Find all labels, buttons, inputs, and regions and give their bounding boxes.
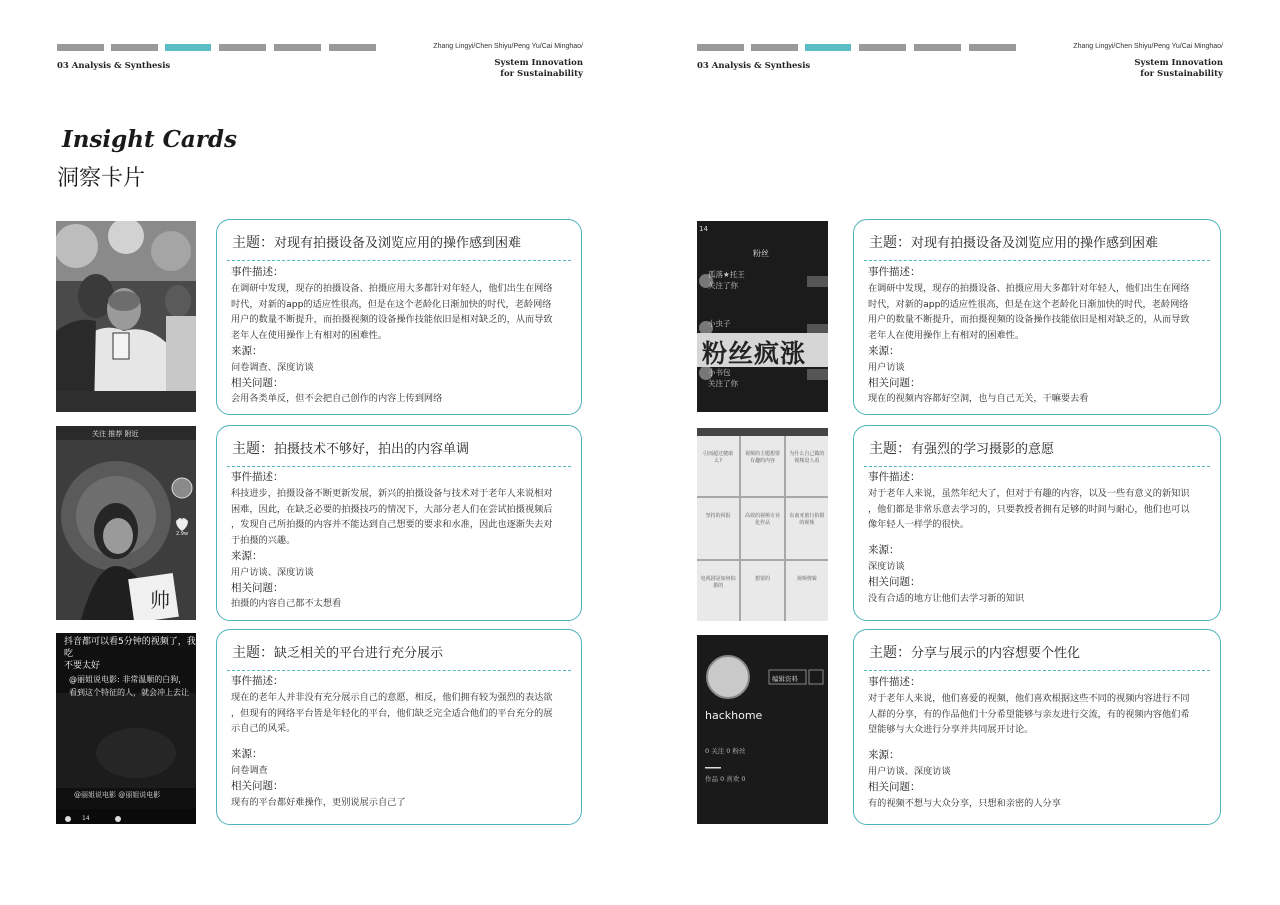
card-topic [232,642,443,662]
card-divider [227,466,571,467]
grid-cell: 东南亚旅行拍摄的视频 [786,498,828,558]
progress-segment [751,44,798,51]
grid-cell: 视频的主题想要有趣的内容 [741,436,783,496]
related-text: 有的视频不想与大众分享，只想和亲密的人分享 [868,797,1061,809]
source-text: 用户访谈、深度访谈 [868,765,951,777]
tiktok-like-count: 2.9w [176,531,189,537]
description-line: 对于老年人来说，他们喜爱的视频，他们喜欢根据这些不同的视频内容进行不同 [868,692,1190,704]
card-divider [864,260,1210,261]
progress-segment [859,44,906,51]
tiktok-sign-text: 帅 [150,588,170,612]
fans-user-3: 小书包 [708,368,731,377]
film-caption-line-3: 看到这个特征的人，就会冲上去让 [69,688,189,697]
description-line: 现在的老年人并非没有充分展示自己的意愿，相反，他们拥有较为强烈的表达欲 [231,691,553,703]
grid-cell: 电视剧是如何拍摄的 [697,561,739,621]
topic-text: 有强烈的学习摄影的意愿 [911,442,1055,457]
description-line: 时代，对新的app的适应性很高，但是在这个老龄化日渐加快的时代，老龄网络 [231,298,552,310]
card-topic [869,642,1080,662]
page-title-en: Insight Cards [62,126,237,153]
progress-segment [274,44,321,51]
topic-label: 主题： [869,441,911,457]
topic-label: 主题： [232,441,274,457]
grid-cell: 为什么自己做的视频没人看 [786,436,828,496]
course-line-1: System Innovation [494,58,583,68]
progress-segment [57,44,104,51]
description-line: 用户的数量不断提升，而拍摄视频的设备操作技能依旧是相对缺乏的，从而导致 [231,314,553,326]
topic-text: 对现有拍摄设备及浏览应用的操作感到困难 [274,236,522,251]
source-label: 来源： [231,549,263,562]
film-like-count: 14 [82,815,90,822]
topic-text: 缺乏相关的平台进行充分展示 [274,646,444,661]
profile-stats: 0 关注 0 粉丝 [705,747,746,755]
card-topic [869,232,1158,252]
insight-card [853,629,1221,825]
description-line: 科技进步，拍摄设备不断更新发展，新兴的拍摄设备与技术对于老年人来说相对 [231,487,553,499]
progress-segment [219,44,266,51]
card-body [868,470,1210,606]
fans-surge-caption: 粉丝疯涨 [702,339,807,368]
insight-card [216,425,582,621]
description-line: 像年轻人一样学的很快。 [868,519,970,531]
description-line: 困难，因此，在缺乏必要的拍摄技巧的情况下，大部分老人们在尝试拍摄视频后 [231,503,553,515]
related-text: 没有合适的地方让他们去学习新的知识 [868,592,1025,604]
photo-elderly-phone-image [56,221,196,412]
photo-elderly-phone [56,221,196,412]
topic-label: 主题： [232,235,274,251]
page-title-zh: 洞察卡片 [57,166,146,191]
topic-text: 拍摄技术不够好，拍出的内容单调 [274,442,470,457]
photo-profile-screen [697,635,828,824]
film-footer: @丽姐说电影 @丽姐说电影 [74,791,161,799]
card-divider [864,670,1210,671]
tiktok-tabs: 关注 推荐 附近 [92,430,139,438]
related-label: 相关问题： [868,780,921,793]
description-line: 望能够与大众进行分享并共同展开讨论。 [868,724,1034,736]
related-label: 相关问题： [868,376,921,389]
card-body [868,265,1210,407]
topic-text: 分享与展示的内容想要个性化 [911,646,1081,661]
progress-segment-active [165,44,211,51]
photo-tiktok-screen-image [56,426,196,620]
topic-label: 主题： [232,645,274,661]
source-text: 用户访谈、深度访谈 [231,566,314,578]
course-title [1134,58,1223,80]
description-label: 事件描述： [231,675,284,687]
photo-profile-screen-image [697,635,828,824]
authors: Zhang Lingyi/Chen Shiyu/Peng Yu/Cai Minghao/ [1073,43,1223,50]
source-label: 来源： [868,749,900,762]
source-text: 问卷调查、深度访谈 [231,361,314,373]
card-divider [227,670,571,671]
profile-edit-button: 编辑资料 [772,675,798,683]
source-text: 用户访谈 [868,361,905,373]
description-line: 对于老年人来说，虽然年纪大了，但对于有趣的内容，以及一些有意义的新知识 [868,487,1190,499]
fans-status-time: 14 [699,225,708,233]
source-text: 深度访谈 [868,560,905,572]
insight-card [216,629,582,825]
fans-follow-text: 关注了你 [708,379,738,388]
course-title [494,58,583,80]
description-label: 事件描述： [868,471,921,483]
grid-cell: 引而超过健康么? [697,436,739,496]
profile-tabs: 作品 0 喜欢 0 [705,775,746,783]
related-label: 相关问题： [231,376,284,389]
fans-follow-text: 关注了你 [708,281,738,290]
card-body [231,470,571,612]
insight-card [853,219,1221,415]
film-caption-line-1: 抖音都可以看5分钟的视频了，我吃 [64,637,196,659]
description-label: 事件描述： [231,471,284,483]
course-line-2: for Sustainability [1140,69,1223,79]
topic-label: 主题： [869,235,911,251]
source-label: 来源： [868,544,900,557]
description-line: 人群的分享，有的作品他们十分希望能够与亲友进行交流，有的视频内容他们希 [868,708,1190,720]
card-body [868,675,1210,811]
description-line: ，他们都是非常乐意去学习的，只要教授者拥有足够的时间与耐心，他们也可以 [868,503,1190,515]
description-line: 时代，对新的app的适应性很高，但是在这个老龄化日渐加快的时代，老龄网络 [868,298,1189,310]
progress-segment [697,44,744,51]
progress-segment [111,44,158,51]
topic-text: 对现有拍摄设备及浏览应用的操作感到困难 [911,236,1159,251]
source-text: 问卷调查 [231,764,268,776]
description-line: 用户的数量不断提升，而拍摄视频的设备操作技能依旧是相对缺乏的，从而导致 [868,314,1190,326]
right-page [640,0,1280,905]
related-label: 相关问题： [231,581,284,594]
description-line: ，发现自己所拍摄的内容并不能达到自己想要的要求和水准，因此也逐渐失去对 [231,519,553,531]
progress-segment [329,44,376,51]
progress-segment [914,44,961,51]
grid-cell: 高效的视频专业化作品 [741,498,783,558]
source-label: 来源： [231,748,263,761]
grid-cell: 坚持的回报 [697,498,739,558]
fans-screen-title: 粉丝 [753,249,769,258]
description-line: 老年人在使用操作上有相对的困难性。 [231,330,388,342]
description-line: 在调研中发现，现存的拍摄设备、拍摄应用大多都针对年轻人，他们出生在网络 [868,282,1190,294]
photo-film-video [56,633,196,824]
photo-tiktok-screen [56,426,196,620]
grid-cell: 视频剪辑 [786,561,828,621]
progress-segment-active [805,44,851,51]
photo-lesson-grid [697,428,828,621]
description-line: 示自己的风采。 [231,723,296,735]
progress-segment [969,44,1016,51]
card-topic [869,438,1054,458]
section-label: 03 Analysis & Synthesis [697,61,811,71]
fans-user-2: 小虫子 [708,319,731,328]
card-divider [227,260,571,261]
description-label: 事件描述： [868,266,921,278]
card-divider [864,466,1210,467]
description-line: 于拍摄的兴趣。 [231,535,296,547]
related-text: 现在的视频内容都好空洞，也与自己无关，干嘛要去看 [868,393,1089,405]
related-label: 相关问题： [231,779,284,792]
related-text: 现有的平台都好难操作，更别说展示自己了 [231,796,406,808]
description-line: 老年人在使用操作上有相对的困难性。 [868,330,1025,342]
card-topic [232,438,469,458]
authors: Zhang Lingyi/Chen Shiyu/Peng Yu/Cai Minghao/ [433,43,583,50]
description-label: 事件描述： [868,676,921,688]
source-label: 来源： [231,344,263,357]
course-line-2: for Sustainability [500,69,583,79]
source-label: 来源： [868,344,900,357]
description-label: 事件描述： [231,266,284,278]
insight-card [853,425,1221,621]
description-line: ，但现有的网络平台皆是年轻化的平台，他们缺乏完全适合他们的平台充分的展 [231,707,553,719]
section-label: 03 Analysis & Synthesis [57,61,171,71]
film-caption-line-2: 不要太好 [64,661,101,671]
card-body [231,674,571,810]
fans-user-1: 孤落★托王 [708,270,745,279]
topic-label: 主题： [869,645,911,661]
related-text: 会用各类单反，但不会把自己创作的内容上传到网络 [231,393,443,405]
profile-name: hackhome [705,709,763,722]
description-line: 在调研中发现，现存的拍摄设备、拍摄应用大多都针对年轻人，他们出生在网络 [231,282,553,294]
grid-cell: 想要的 [741,561,783,621]
card-topic [232,232,521,252]
photo-fans-screen [697,221,828,412]
related-label: 相关问题： [868,575,921,588]
card-body [231,265,571,407]
course-line-1: System Innovation [1134,58,1223,68]
related-text: 拍摄的内容自己都不太想看 [231,598,342,610]
insight-card [216,219,582,415]
film-account-caption: @丽姐说电影: 非常温顺的白狗， [69,675,187,684]
